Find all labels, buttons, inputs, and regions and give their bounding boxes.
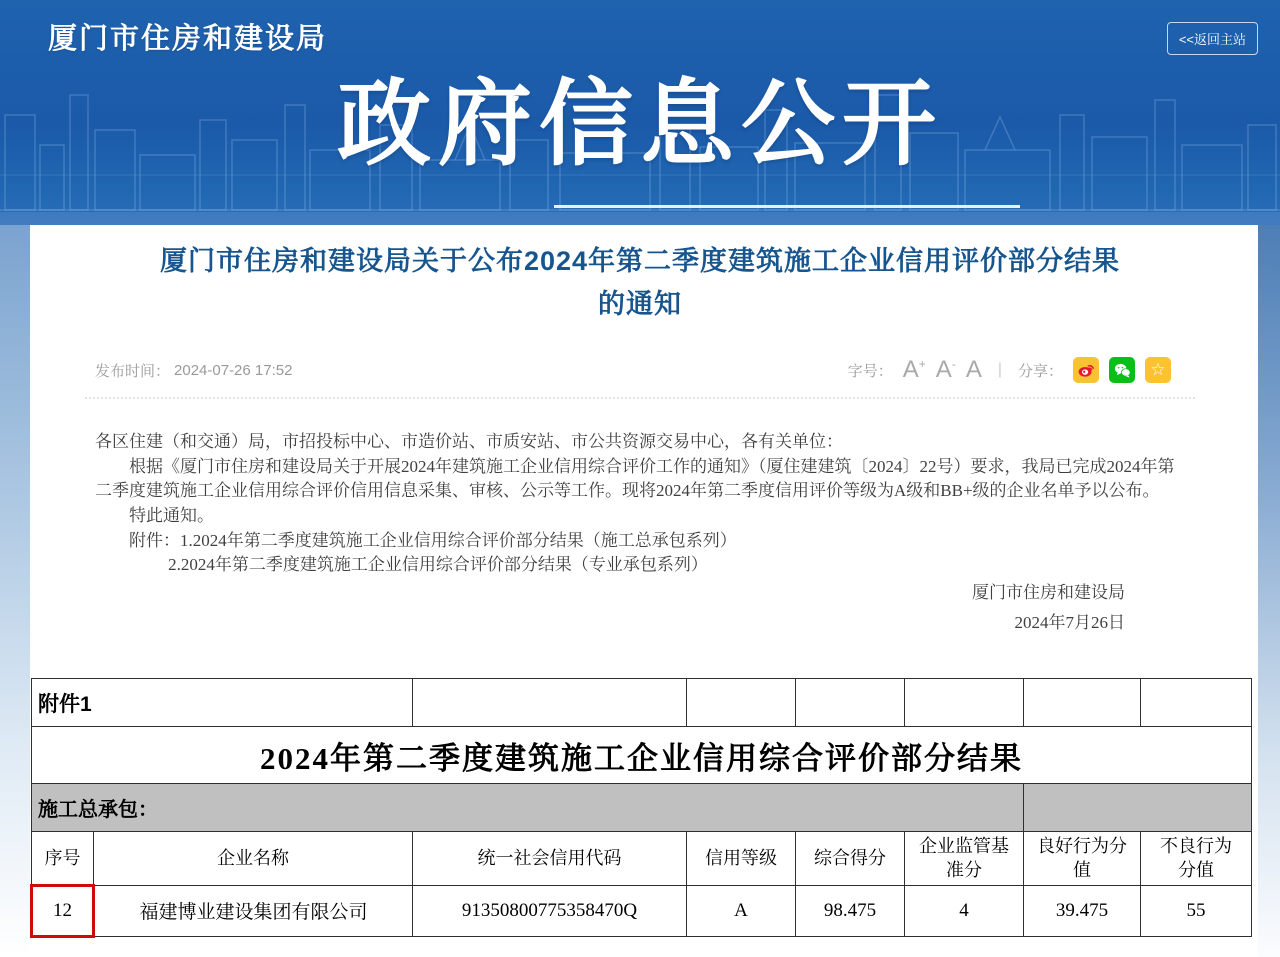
- signature-org: 厦门市住房和建设局: [972, 582, 1125, 602]
- meta-divider: |: [997, 361, 1002, 378]
- article-body: [95, 430, 1187, 637]
- share-label: 分享：: [1017, 362, 1063, 380]
- publish-time-value: 2024-07-26 17:52: [174, 361, 293, 379]
- table-row: [32, 885, 1252, 936]
- col-header-supervision-base: 企业监管基准分: [905, 832, 1024, 886]
- empty-cell: [905, 679, 1024, 727]
- left-edge-gradient: [0, 225, 30, 957]
- empty-cell: [1024, 679, 1141, 727]
- company-name-cell: 福建博业建设集团有限公司: [94, 885, 413, 936]
- article-title-line1: 厦门市住房和建设局关于公布2024年第二季度建筑施工企业信用评价部分结果: [159, 246, 1121, 276]
- attachment-line-2: 2.2024年第二季度建筑施工企业信用综合评价部分结果（专业承包系列）: [168, 555, 708, 575]
- favorite-star-icon[interactable]: ☆: [1145, 357, 1171, 383]
- font-size-decrease-button[interactable]: A-: [935, 356, 956, 383]
- banner-water-band: [0, 212, 1280, 225]
- meta-separator-line: [85, 397, 1195, 399]
- column-header-row: [32, 832, 1252, 886]
- col-header-company: 企业名称: [94, 832, 413, 886]
- table-title: 2024年第二季度建筑施工企业信用综合评价部分结果: [32, 727, 1252, 784]
- empty-cell: [796, 679, 905, 727]
- basis-paragraph: 根据《厦门市住房和建设局关于开展2024年建筑施工企业信用综合评价工作的通知》（厦住建建筑〔2024〕22号）要求，我局已完成2024年第二季度建筑施工企业信用综合评价信用信息采集、审核、公示等工作。现将2024年第二季度信用评价等级为A级和BB+级的企业名单予以公布。: [95, 456, 1175, 501]
- seq-cell-highlighted: 12: [32, 885, 94, 936]
- section-label: 施工总承包：: [32, 784, 1024, 832]
- notice-paragraph: 特此通知。: [129, 505, 214, 525]
- supervision-base-cell: 4: [905, 885, 1024, 936]
- site-name[interactable]: 厦门市住房和建设局: [48, 23, 328, 55]
- signature-date: 2024年7月26日: [1014, 612, 1125, 632]
- publish-time-label: 发布时间：: [95, 362, 171, 380]
- article-title-line2: 的通知: [598, 289, 682, 320]
- empty-cell: [1141, 679, 1252, 727]
- grade-cell: A: [687, 885, 796, 936]
- col-header-good-behavior: 良好行为分值: [1024, 832, 1141, 886]
- article-tools: [848, 357, 1185, 383]
- font-size-increase-button[interactable]: A+: [902, 356, 926, 383]
- table-title-row: [32, 727, 1252, 784]
- banner-page-title: 政府信息公开: [336, 71, 943, 176]
- section-header-row: [32, 784, 1252, 832]
- right-edge-gradient: [1258, 225, 1280, 957]
- score-cell: 98.475: [796, 885, 905, 936]
- credit-evaluation-table: [30, 678, 1252, 938]
- attachment-line-1: 附件：1.2024年第二季度建筑施工企业信用综合评价部分结果（施工总承包系列）: [129, 530, 737, 550]
- salutation-paragraph: 各区住建（和交通）局，市招投标中心、市造价站、市质安站、市公共资源交易中心，各有关单位：: [95, 432, 843, 451]
- section-header-empty-cell: [1024, 784, 1252, 832]
- top-banner: [0, 0, 1280, 225]
- font-size-reset-button[interactable]: A: [965, 356, 982, 383]
- col-header-credit-code: 统一社会信用代码: [413, 832, 687, 886]
- col-header-seq: 序号: [32, 832, 94, 886]
- article-meta-row: [95, 353, 1185, 387]
- col-header-bad-behavior: 不良行为分值: [1141, 832, 1252, 886]
- wechat-icon[interactable]: [1109, 357, 1135, 383]
- banner-title-underline: [554, 205, 1020, 208]
- weibo-icon[interactable]: [1073, 357, 1099, 383]
- good-behavior-cell: 39.475: [1024, 885, 1141, 936]
- font-size-label: 字号：: [847, 362, 893, 380]
- empty-cell: [687, 679, 796, 727]
- article-title: [100, 240, 1180, 326]
- signature-block: [95, 578, 1187, 638]
- empty-cell: [413, 679, 687, 727]
- attachment-label-row: [32, 679, 1252, 727]
- col-header-grade: 信用等级: [687, 832, 796, 886]
- back-to-main-site-button[interactable]: <<返回主站: [1167, 22, 1258, 55]
- bad-behavior-cell: 55: [1141, 885, 1252, 936]
- col-header-score: 综合得分: [796, 832, 905, 886]
- credit-code-cell: 91350800775358470Q: [413, 885, 687, 936]
- publish-time: [95, 360, 292, 381]
- attachment-label: 附件1: [32, 679, 413, 727]
